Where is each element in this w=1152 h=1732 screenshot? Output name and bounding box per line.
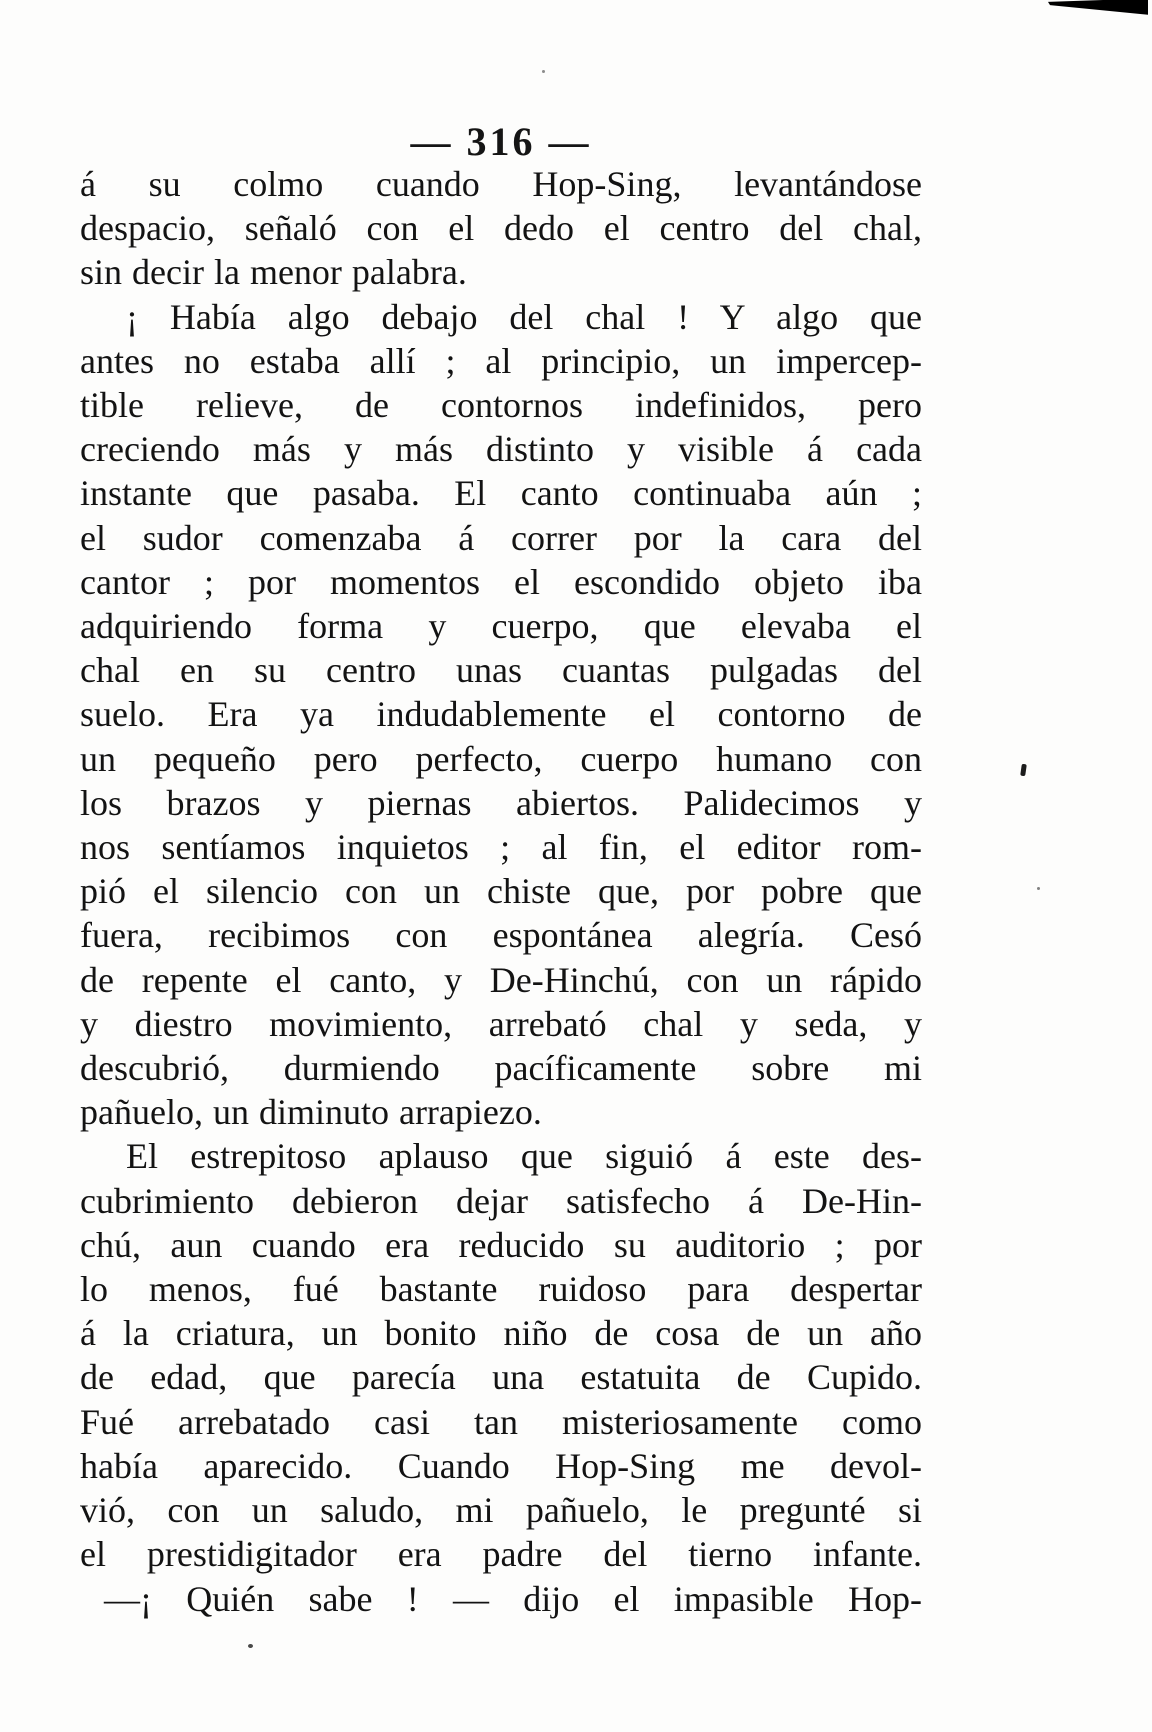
text-line: creciendo más y más distinto y visible á cada — [80, 429, 922, 470]
text-line: el sudor comenzaba á correr por la cara del — [80, 517, 922, 558]
text-line: chal en su centro unas cuantas pulgadas del — [80, 650, 922, 691]
text-line: ¡ Había algo debajo del chal ! Y algo que — [126, 296, 922, 337]
text-line: de repente el canto, y De-Hinchú, con un rápido — [80, 959, 922, 1000]
text-line: lo menos, fué bastante ruidoso para despertar — [80, 1269, 922, 1310]
text-line: había aparecido. Cuando Hop-Sing me devol- — [80, 1445, 922, 1486]
scan-artifact-corner — [1048, 0, 1148, 16]
text-line: adquiriendo forma y cuerpo, que elevaba el — [80, 606, 922, 647]
ink-speck — [248, 1644, 253, 1648]
text-line: —¡ Quién sabe ! — dijo el impasible Hop- — [104, 1578, 922, 1619]
text-line: despacio, señaló con el dedo el centro del chal, — [80, 208, 922, 249]
text-line: instante que pasaba. El canto continuaba aún ; — [80, 473, 922, 514]
text-line: tible relieve, de contornos indefinidos, pero — [80, 385, 922, 426]
text-line: Fué arrebatado casi tan misteriosamente como — [80, 1401, 922, 1442]
text-line: antes no estaba allí ; al principio, un impercep- — [80, 340, 922, 381]
text-line: sin decir la menor palabra. — [80, 252, 467, 293]
text-line: El estrepitoso aplauso que siguió á este des- — [126, 1136, 922, 1177]
text-line: pió el silencio con un chiste que, por pobre que — [80, 871, 922, 912]
text-line: descubrió, durmiendo pacíficamente sobre mi — [80, 1048, 922, 1089]
text-line: á la criatura, un bonito niño de cosa de un año — [80, 1313, 922, 1354]
text-line: de edad, que parecía una estatuita de Cupido. — [80, 1357, 922, 1398]
text-line: pañuelo, un diminuto arrapiezo. — [80, 1092, 542, 1133]
text-line: vió, con un saludo, mi pañuelo, le pregunté si — [80, 1490, 922, 1531]
text-line: cubrimiento debieron dejar satisfecho á De-Hin- — [80, 1180, 922, 1221]
page-number-header: — 316 — — [410, 119, 592, 164]
ink-speck — [542, 70, 545, 73]
text-line: fuera, recibimos con espontánea alegría. Cesó — [80, 915, 922, 956]
text-block — [80, 162, 922, 1621]
text-line: un pequeño pero perfecto, cuerpo humano con — [80, 738, 922, 779]
text-line: suelo. Era ya indudablemente el contorno de — [80, 694, 922, 735]
text-line: cantor ; por momentos el escondido objeto iba — [80, 561, 922, 602]
ink-speck — [1020, 764, 1027, 777]
text-line: nos sentíamos inquietos ; al fin, el editor rom- — [80, 827, 922, 868]
text-line: el prestidigitador era padre del tierno infante. — [80, 1534, 922, 1575]
text-line: chú, aun cuando era reducido su auditorio ; por — [80, 1224, 922, 1265]
text-line: los brazos y piernas abiertos. Palidecimos y — [80, 782, 922, 823]
ink-speck — [1037, 887, 1040, 890]
text-line: y diestro movimiento, arrebató chal y seda, y — [80, 1003, 922, 1044]
text-line: á su colmo cuando Hop-Sing, levantándose — [80, 164, 922, 204]
